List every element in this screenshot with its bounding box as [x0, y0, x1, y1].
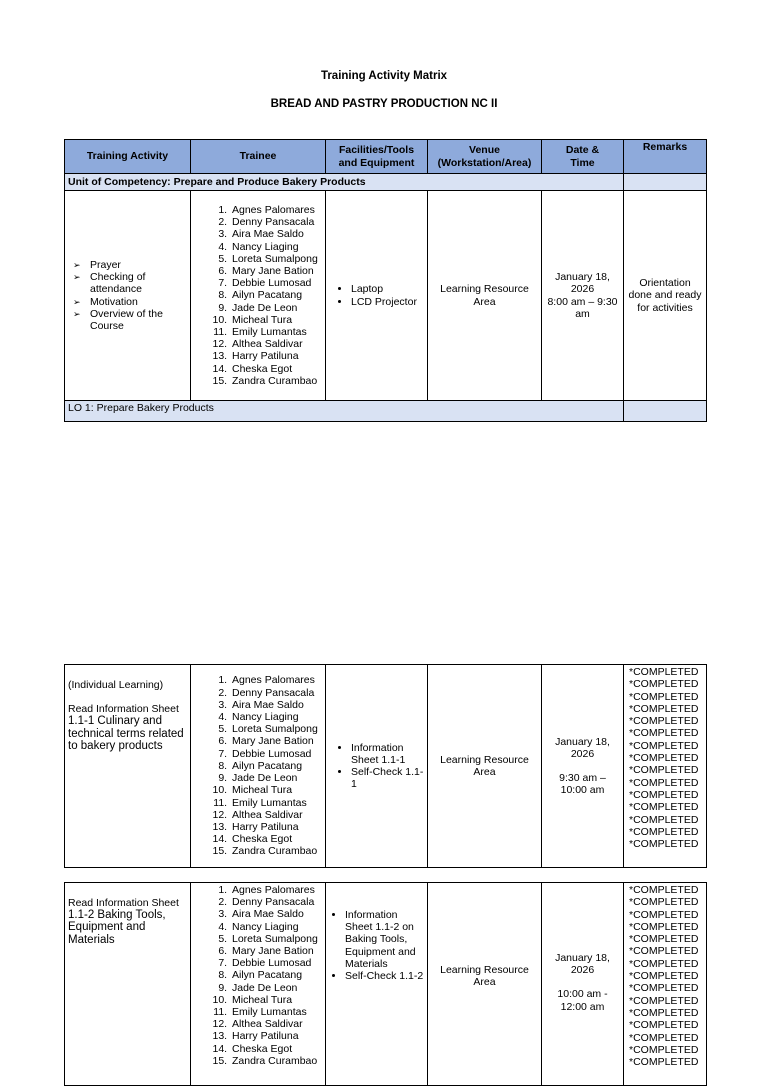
list-item: • Self-Check 1.1-2 — [345, 970, 424, 982]
facilities-cell — [326, 665, 428, 868]
table-row — [65, 883, 707, 1086]
remarks-cell: Orientation done and ready for activities — [624, 191, 707, 401]
status-badge: *COMPLETED — [629, 801, 699, 814]
status-badge: *COMPLETED — [629, 920, 699, 933]
status-badge: *COMPLETED — [629, 838, 699, 851]
list-item: 10. Micheal Tura — [230, 784, 322, 796]
header-venue: Venue (Workstation/Area) — [428, 140, 542, 174]
header-training-activity: Training Activity — [65, 140, 191, 174]
table-row — [65, 191, 707, 401]
list-item: 9. Jade De Leon — [230, 772, 322, 784]
list-item: 1. Agnes Palomares — [230, 884, 322, 896]
list-item: • Information Sheet 1.1-1 — [351, 742, 424, 766]
list-item: 4. Nancy Liaging — [230, 711, 322, 723]
list-item: 13. Harry Patiluna — [230, 350, 322, 362]
status-badge: *COMPLETED — [629, 764, 699, 777]
list-item: 7. Debbie Lumosad — [230, 957, 322, 969]
list-item: 8. Ailyn Pacatang — [230, 289, 322, 301]
list-item: 2. Denny Pansacala — [230, 687, 322, 699]
status-badge: *COMPLETED — [629, 1043, 699, 1056]
trainee-list — [194, 674, 322, 857]
remarks-cell — [624, 883, 707, 1086]
status-badge: *COMPLETED — [629, 1006, 699, 1019]
list-item: • LCD Projector — [351, 296, 424, 308]
training-matrix-table-2 — [64, 664, 707, 868]
list-item: • Laptop — [351, 283, 424, 295]
document-title: Training Activity Matrix — [320, 70, 448, 82]
trainee-cell — [191, 191, 326, 401]
list-item: 14. Cheska Egot — [230, 363, 322, 375]
training-matrix-table-3 — [64, 882, 707, 1086]
status-badge: *COMPLETED — [629, 1019, 699, 1032]
list-item: 13. Harry Patiluna — [230, 1030, 322, 1042]
status-badge: *COMPLETED — [629, 666, 699, 678]
status-badge: *COMPLETED — [629, 945, 699, 958]
status-badge: *COMPLETED — [629, 727, 699, 740]
list-item: ➢ Overview of the Course — [90, 308, 187, 332]
date-time-cell: January 18, 2026 8:00 am – 9:30 am — [542, 191, 624, 401]
status-badge: *COMPLETED — [629, 690, 699, 703]
facilities-cell — [326, 883, 428, 1086]
status-badge: *COMPLETED — [629, 678, 699, 691]
header-row — [65, 140, 707, 174]
facilities-list — [329, 909, 424, 982]
header-trainee: Trainee — [191, 140, 326, 174]
header-remarks: Remarks — [624, 140, 707, 174]
header-facilities: Facilities/Tools and Equipment — [326, 140, 428, 174]
status-badge: *COMPLETED — [629, 957, 699, 970]
list-item: 11. Emily Lumantas — [230, 1006, 322, 1018]
header-date-time: Date & Time — [542, 140, 624, 174]
training-matrix-table-1 — [64, 139, 707, 422]
list-item: 14. Cheska Egot — [230, 833, 322, 845]
status-badge: *COMPLETED — [629, 825, 699, 838]
list-item: 9. Jade De Leon — [230, 982, 322, 994]
list-item: 4. Nancy Liaging — [230, 241, 322, 253]
list-item: 7. Debbie Lumosad — [230, 748, 322, 760]
trainee-cell — [191, 665, 326, 868]
status-badge: *COMPLETED — [629, 813, 699, 826]
list-item: 6. Mary Jane Bation — [230, 735, 322, 747]
list-item: 13. Harry Patiluna — [230, 821, 322, 833]
status-badge: *COMPLETED — [629, 896, 699, 909]
list-item: 3. Aira Mae Saldo — [230, 228, 322, 240]
status-badge: *COMPLETED — [629, 1056, 699, 1069]
status-badge: *COMPLETED — [629, 970, 699, 983]
trainee-cell — [191, 883, 326, 1086]
status-badge: *COMPLETED — [629, 1031, 699, 1044]
document-subtitle: BREAD AND PASTRY PRODUCTION NC II — [270, 98, 498, 110]
status-badge: *COMPLETED — [629, 739, 699, 752]
trainee-list — [194, 204, 322, 387]
activity-cell — [65, 191, 191, 401]
list-item: 2. Denny Pansacala — [230, 216, 322, 228]
list-item: 6. Mary Jane Bation — [230, 945, 322, 957]
trainee-list — [194, 884, 322, 1067]
list-item: ➢ Motivation — [90, 296, 187, 308]
status-badge: *COMPLETED — [629, 884, 699, 896]
list-item: 2. Denny Pansacala — [230, 896, 322, 908]
status-badge: *COMPLETED — [629, 933, 699, 946]
list-item: 5. Loreta Sumalpong — [230, 253, 322, 265]
table-row — [65, 665, 707, 868]
lo-row — [65, 401, 707, 422]
list-item: ➢ Prayer — [90, 259, 187, 271]
activity-list — [68, 259, 187, 332]
list-item: 3. Aira Mae Saldo — [230, 908, 322, 920]
list-item: 12. Althea Saldivar — [230, 809, 322, 821]
list-item: 11. Emily Lumantas — [230, 326, 322, 338]
list-item: • Information Sheet 1.1-2 on Baking Tools, Equipment and Materials — [345, 909, 424, 970]
venue-cell: Learning Resource Area — [428, 191, 542, 401]
status-badge: *COMPLETED — [629, 776, 699, 789]
date-time-cell: January 18, 2026 9:30 am – 10:00 am — [542, 665, 624, 868]
list-item: 5. Loreta Sumalpong — [230, 933, 322, 945]
status-badge: *COMPLETED — [629, 702, 699, 715]
list-item: 14. Cheska Egot — [230, 1043, 322, 1055]
list-item: 15. Zandra Curambao — [230, 1055, 322, 1067]
list-item: 5. Loreta Sumalpong — [230, 723, 322, 735]
list-item: 11. Emily Lumantas — [230, 797, 322, 809]
status-badge: *COMPLETED — [629, 752, 699, 765]
facilities-list — [329, 283, 424, 307]
facilities-cell — [326, 191, 428, 401]
list-item: ➢ Checking of attendance — [90, 271, 187, 295]
status-badge: *COMPLETED — [629, 715, 699, 728]
list-item: 1. Agnes Palomares — [230, 204, 322, 216]
venue-cell: Learning Resource Area — [428, 665, 542, 868]
list-item: 15. Zandra Curambao — [230, 845, 322, 857]
list-item: 12. Althea Saldivar — [230, 338, 322, 350]
list-item: 12. Althea Saldivar — [230, 1018, 322, 1030]
activity-cell: (Individual Learning) Read Information Sheet 1.1-1 Culinary and technical terms related to bakery products — [65, 665, 191, 868]
date-time-cell: January 18, 2026 10:00 am - 12:00 am — [542, 883, 624, 1086]
unit-of-competency-label: Unit of Competency: Prepare and Produce Bakery Products — [65, 174, 624, 191]
status-badge: *COMPLETED — [629, 994, 699, 1007]
status-badge: *COMPLETED — [629, 788, 699, 801]
list-item: 8. Ailyn Pacatang — [230, 969, 322, 981]
list-item: 6. Mary Jane Bation — [230, 265, 322, 277]
list-item: • Self-Check 1.1-1 — [351, 766, 424, 790]
activity-cell: Read Information Sheet 1.1-2 Baking Tools, Equipment and Materials — [65, 883, 191, 1086]
status-badge: *COMPLETED — [629, 982, 699, 995]
list-item: 9. Jade De Leon — [230, 302, 322, 314]
unit-of-competency-row — [65, 174, 707, 191]
list-item: 15. Zandra Curambao — [230, 375, 322, 387]
list-item: 8. Ailyn Pacatang — [230, 760, 322, 772]
venue-cell: Learning Resource Area — [428, 883, 542, 1086]
list-item: 10. Micheal Tura — [230, 994, 322, 1006]
list-item: 1. Agnes Palomares — [230, 674, 322, 686]
list-item: 7. Debbie Lumosad — [230, 277, 322, 289]
remarks-cell — [624, 665, 707, 868]
facilities-list — [329, 742, 424, 791]
list-item: 4. Nancy Liaging — [230, 921, 322, 933]
list-item: 3. Aira Mae Saldo — [230, 699, 322, 711]
lo-label: LO 1: Prepare Bakery Products — [65, 401, 624, 422]
status-badge: *COMPLETED — [629, 908, 699, 921]
list-item: 10. Micheal Tura — [230, 314, 322, 326]
